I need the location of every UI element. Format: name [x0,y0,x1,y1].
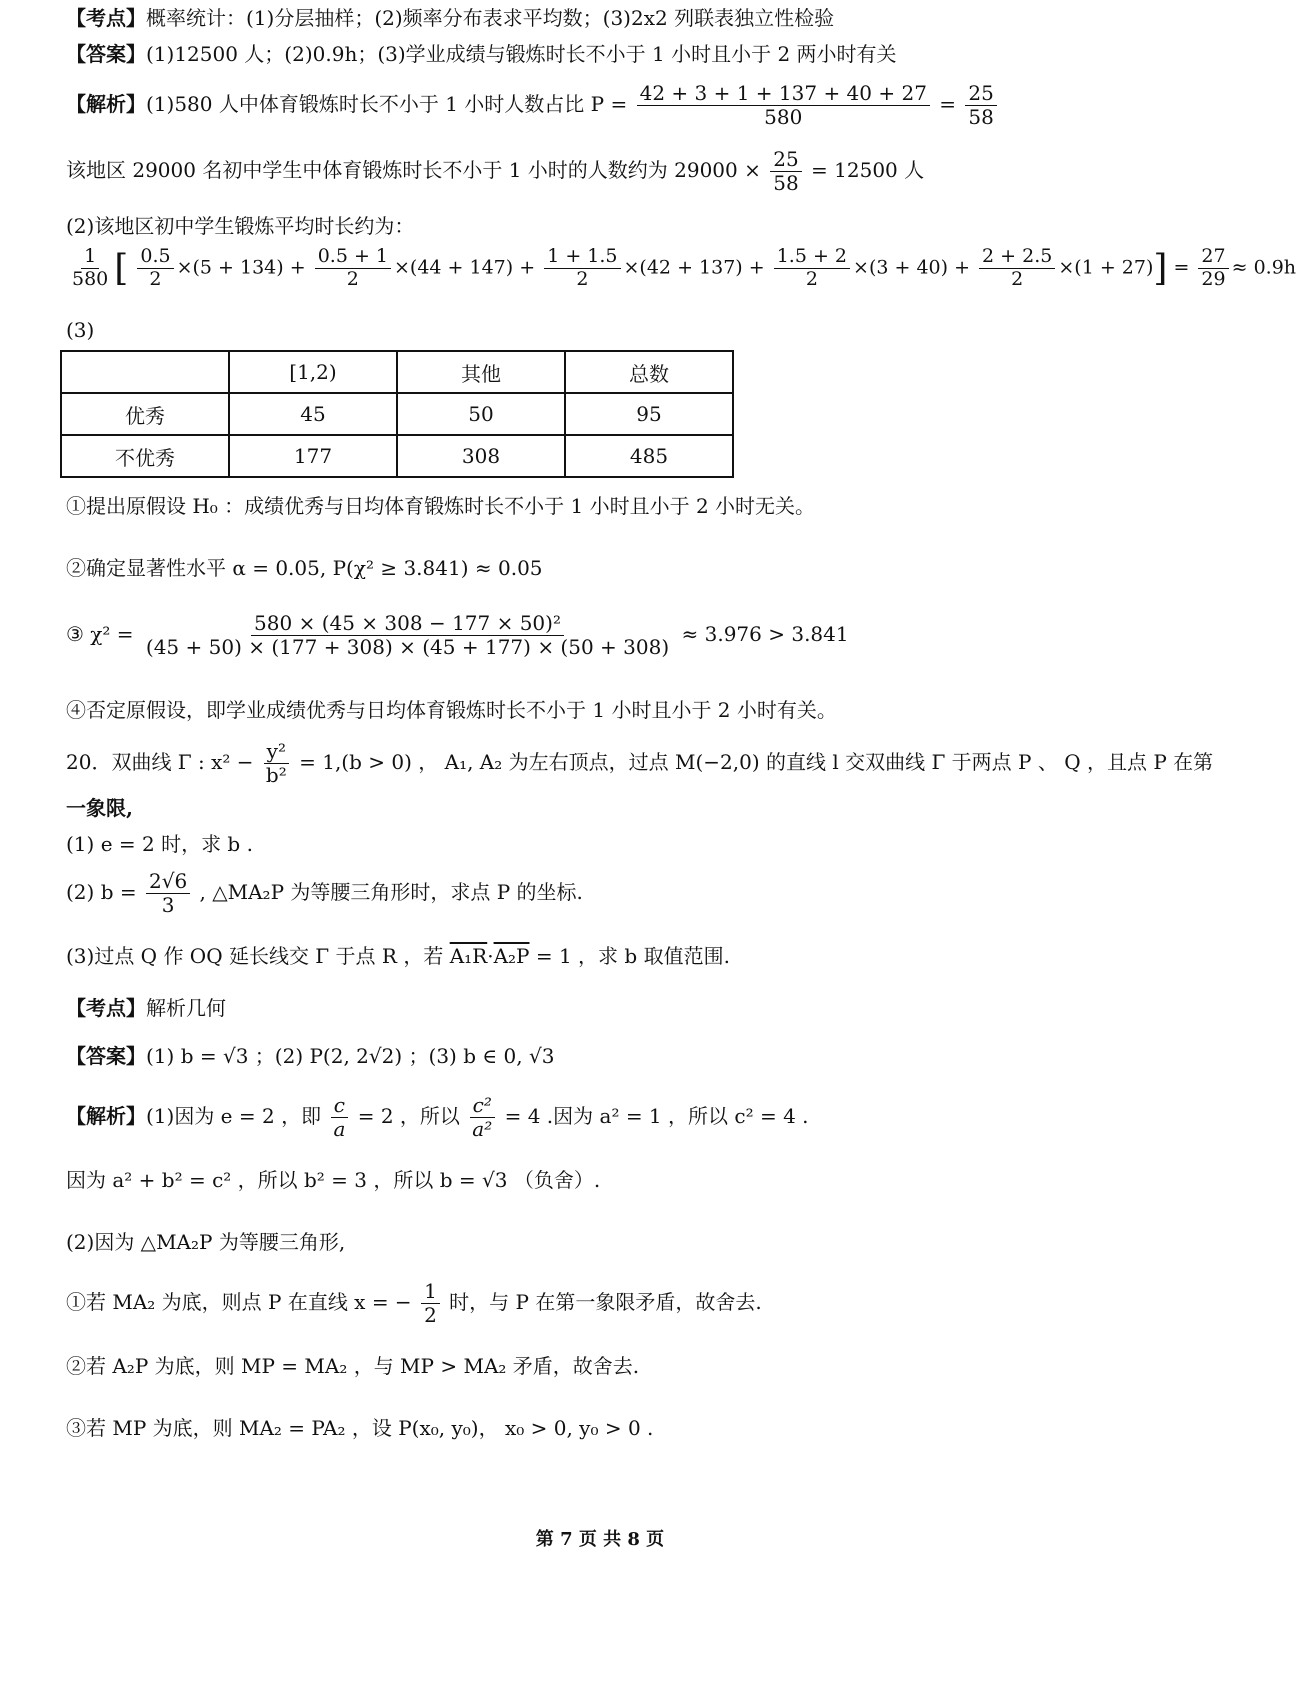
q19-part3-label: (3) [66,318,95,342]
table-cell: 485 [565,435,733,477]
table-cell: 不优秀 [61,435,229,477]
table-cell: 308 [397,435,565,477]
q20-solution-2-head: (2)因为 △MA₂P 为等腰三角形, [66,1230,346,1254]
q20-solution-1b: 因为 a² + b² = c² ，所以 b² = 3 ，所以 b = √3 （负舍）. [66,1168,601,1192]
table-cell: 177 [229,435,397,477]
vector-a1r: A₁R [449,944,488,968]
table-cell [61,351,229,393]
table-cell: [1,2) [229,351,397,393]
q20-answer: 【答案】(1) b = √3 ；(2) P(2, 2√2) ；(3) b ∈ 0, √3 [66,1044,555,1068]
table-row [61,393,733,435]
kaodian-tag: 【考点】 [66,6,146,30]
chi-square-fraction: $\frac{\text{580 × (45 × 308 − 177 × 50)²}}{(45 + 50) \times (177 + 308) \times (45 + 177) \times (50 + 308)}$ [145,611,670,659]
q19-answer [66,42,897,67]
q20-case-2: ②若 A₂P 为底，则 MP = MA₂ ，与 MP > MA₂ 矛盾，故舍去. [66,1354,640,1378]
table-row [61,351,733,393]
table-cell: 优秀 [61,393,229,435]
q20-case-3: ③若 MP 为底，则 MA₂ = PA₂ ，设 P(x₀, y₀)， x₀ > 0, y₀ > 0 . [66,1416,654,1440]
part1-prefix: (1)580 人中体育锻炼时长不小于 1 小时人数占比 P = [146,92,628,116]
step-1: ①提出原假设 H₀ ：成绩优秀与日均体育锻炼时长不小于 1 小时且小于 2 小时无关。 [66,494,816,518]
part1b-fraction: $\frac{25}{58}$ [770,148,801,195]
kaodian-text: 概率统计：(1)分层抽样；(2)频率分布表求平均数；(3)2x2 列联表独立性检验 [146,6,835,30]
mean-formula: $\frac{1}{580}$ [ $\frac{0.5}{2}$ ×(5 + 134) + $\frac{0.5 + 1}{2}$ ×(44 + 147) + $\frac{1 + 1.5}{2}$ ×(42 + 137) + $\frac{1.5 + 2}{2}$ ×(3 + 40) + $\frac{2 + 2.5}{2}$ ×(1 + 27)] = $\frac{27}{29}$ ≈ 0.9h [72,245,1296,290]
table-cell: 45 [229,393,397,435]
q19-kaodian [66,6,834,31]
q20-sub2: (2) b = $\frac{2√6}{3}$ , △MA₂P 为等腰三角形时，求点 P 的坐标. [66,869,583,917]
table-row [61,435,733,477]
page-footer: 第 7 页 共 8 页 [535,1529,665,1550]
step-2: ②确定显著性水平 α = 0.05, P(χ² ≥ 3.841) ≈ 0.05 [66,556,543,580]
table-cell: 其他 [397,351,565,393]
contingency-table [60,350,734,478]
table-cell: 总数 [565,351,733,393]
vector-a2p: A₂P [493,944,530,968]
jiexi-tag: 【解析】 [66,92,146,116]
q20-sub3: (3)过点 Q 作 OQ 延长线交 Γ 于点 R ，若 A₁R·A₂P = 1 ，求 b 取值范围. [66,944,730,968]
answer-text: (1)12500 人；(2)0.9h；(3)学业成绩与锻炼时长不小于 1 小时且小于 2 两小时有关 [146,42,897,66]
q20-kaodian: 【考点】解析几何 [66,996,226,1020]
table-cell: 50 [397,393,565,435]
q20-stem: 20．双曲线 Γ : x² − $\frac{\text{y²}}{\text{b²}}$ = 1,(b > 0) ， A₁, A₂ 为左右顶点，过点 M(−2,0) 的直线 l 交双曲线 Γ 于两点 P 、 Q ，且点 P 在第 [66,739,1214,787]
answer-tag: 【答案】 [66,42,146,66]
step-4: ④否定原假设，即学业成绩优秀与日均体育锻炼时长不小于 1 小时且小于 2 小时有关。 [66,698,837,722]
table-cell: 95 [565,393,733,435]
q20-sub1: (1) e = 2 时，求 b . [66,832,253,856]
q20-case-1: ①若 MA₂ 为底，则点 P 在直线 x = − $\frac{1}{2}$ 时，与 P 在第一象限矛盾，故舍去. [66,1279,762,1327]
q19-part1b: 该地区 29000 名初中学生中体育锻炼时长不小于 1 小时的人数约为 29000 × $\frac{25}{58}$ = 12500 人 [66,147,925,195]
part1-result-fraction: $\frac{25}{58}$ [965,82,996,129]
q19-part2: (2)该地区初中学生锻炼平均时长约为： [66,214,415,238]
step-3: ③ χ² = $\frac{\text{580 × (45 × 308 − 177 × 50)²}}{(45 + 50) \times (177 + 308) \times (45 + 177) \times (50 + 308)}$ ≈ 3.976 > 3.841 [66,611,849,659]
q20-solution-1: 【解析】(1)因为 e = 2 ，即 $\frac{c}{a}$ = 2 ，所以 $\frac{\text{c²}}{\text{a²}}$ = 4 .因为 a² = 1 ，所以 c² = 4 . [66,1093,809,1141]
q19-part1: 【解析】(1)580 人中体育锻炼时长不小于 1 小时人数占比 P = $\frac{42 + 3 + 1 + 137 + 40 + 27}{580}$ = $\frac{25}{58}$ [66,82,1000,129]
part1-fraction: $\frac{42 + 3 + 1 + 137 + 40 + 27}{580}$ [637,82,930,129]
q20-stem-cont: 一象限, [66,796,133,820]
